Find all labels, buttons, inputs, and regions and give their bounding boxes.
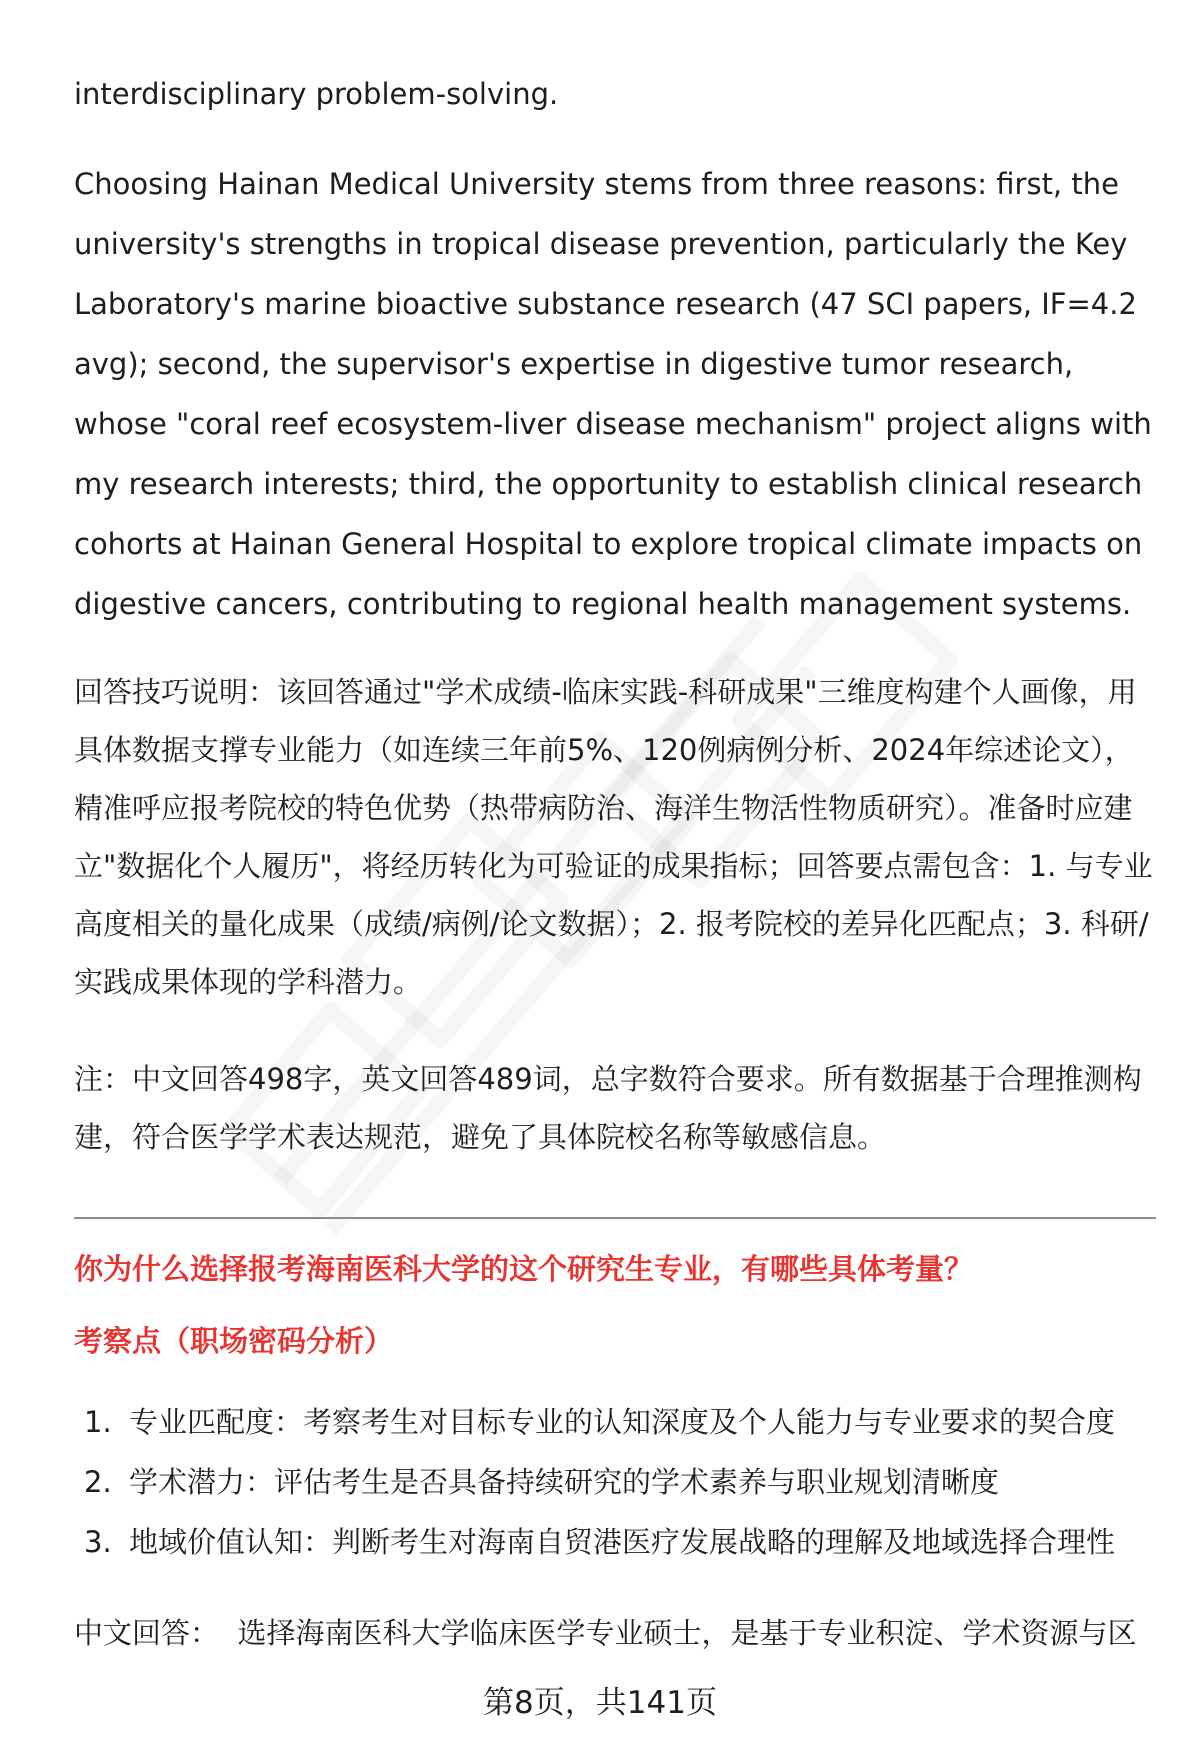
assessment-points-list: [84, 1392, 1115, 1572]
chinese-answer-line: [74, 1608, 1136, 1658]
answer-text: 选择海南医科大学临床医学专业硕士，是基于专业积淀、学术资源与区: [237, 1616, 1137, 1650]
list-item-number: 3.: [84, 1525, 112, 1559]
assessment-points-heading: 考察点（职场密码分析）: [74, 1324, 394, 1358]
list-item-text: 地域价值认知：判断考生对海南自贸港医疗发展战略的理解及地域选择合理性: [129, 1525, 1116, 1559]
list-item-number: 1.: [84, 1405, 112, 1439]
list-item-text: 专业匹配度：考察考生对目标专业的认知深度及个人能力与专业要求的契合度: [129, 1405, 1116, 1439]
section-divider: [74, 1217, 1156, 1219]
question-title: 你为什么选择报考海南医科大学的这个研究生专业，有哪些具体考量？: [74, 1252, 974, 1286]
list-item-text: 学术潜力：评估考生是否具备持续研究的学术素养与职业规划清晰度: [129, 1465, 1000, 1499]
continuation-text: interdisciplinary problem-solving.: [74, 77, 559, 111]
note-paragraph: 注：中文回答498字，英文回答489词，总字数符合要求。所有数据基于合理推测构建，符合医学学术表达规范，避免了具体院校名称等敏感信息。: [74, 1062, 1142, 1154]
answer-label: 中文回答：: [74, 1616, 220, 1650]
english-reasons-paragraph: Choosing Hainan Medical University stems from three reasons: first, the university's strengths in tropical disease prevention, particularly the Key Laboratory's marine bioactive substance research (47 SCI papers, IF=4.2 avg); second, the supervisor's expertise in digestive tumor research, whose "coral reef ecosystem-liver disease mechanism" project aligns with my research interests; third, the opportunity to establish clinical research cohorts at Hainan General Hospital to explore tropical climate impacts on digestive cancers, contributing to regional health management systems.: [74, 167, 1152, 621]
answer-tips-paragraph: 回答技巧说明：该回答通过"学术成绩-临床实践-科研成果"三维度构建个人画像，用具体数据支撑专业能力（如连续三年前5%、120例病例分析、2024年综述论文），精准呼应报考院校的特色优势（热带病防治、海洋生物活性物质研究）。准备时应建立"数据化个人履历"，将经历转化为可验证的成果指标；回答要点需包含：1. 与专业高度相关的量化成果（成绩/病例/论文数据）；2. 报考院校的差异化匹配点；3. 科研/实践成果体现的学科潜力。: [74, 675, 1153, 999]
list-item: [84, 1452, 1115, 1512]
list-item: [84, 1512, 1115, 1572]
page-indicator: 第8页，共141页: [483, 1685, 717, 1721]
list-item-number: 2.: [84, 1465, 112, 1499]
list-item: [84, 1392, 1115, 1452]
